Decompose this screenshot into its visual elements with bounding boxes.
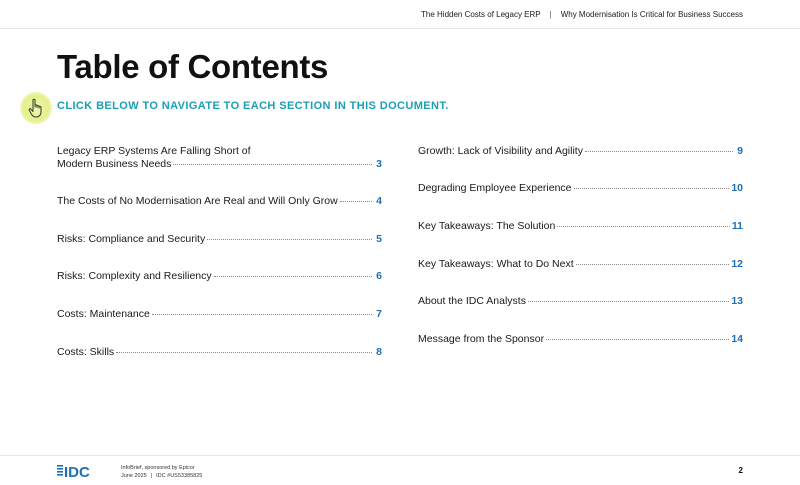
header-text bbox=[421, 10, 743, 19]
toc-entry-risks-compliance[interactable] bbox=[57, 233, 382, 245]
toc-entry-label: Growth: Lack of Visibility and Agility bbox=[418, 145, 583, 157]
footer-info bbox=[121, 464, 202, 480]
toc-entry-employee-experience[interactable] bbox=[418, 182, 743, 194]
idc-logo-text: IDC bbox=[64, 464, 90, 480]
page-title: Table of Contents bbox=[57, 48, 329, 85]
page-header bbox=[0, 0, 800, 29]
dot-leader bbox=[152, 314, 372, 315]
toc-page-number: 14 bbox=[731, 333, 743, 345]
dot-leader bbox=[528, 301, 729, 302]
pointer-hand-glyph bbox=[28, 98, 44, 118]
toc-entry-label: Risks: Complexity and Resiliency bbox=[57, 270, 212, 282]
dot-leader bbox=[557, 226, 730, 227]
toc-entry-costs-maintenance[interactable] bbox=[57, 308, 382, 320]
toc-page-number: 4 bbox=[376, 195, 382, 207]
dot-leader bbox=[214, 276, 372, 277]
toc-page-number: 10 bbox=[731, 182, 743, 194]
dot-leader bbox=[585, 151, 733, 152]
toc-entry-takeaways-next[interactable] bbox=[418, 258, 743, 270]
toc-page-number: 6 bbox=[376, 270, 382, 282]
toc-entry-label: Message from the Sponsor bbox=[418, 333, 545, 345]
toc-page-number: 13 bbox=[731, 295, 743, 307]
toc-entry-costs-no-modernisation[interactable] bbox=[57, 195, 382, 207]
page-number: 2 bbox=[738, 466, 743, 475]
header-doc-title: The Hidden Costs of Legacy ERP bbox=[421, 10, 541, 19]
page-footer bbox=[0, 455, 800, 485]
toc-page-number: 7 bbox=[376, 308, 382, 320]
toc-entry-label: Costs: Maintenance bbox=[57, 308, 150, 320]
toc-page-number: 9 bbox=[737, 145, 743, 157]
toc-entry-label: Key Takeaways: The Solution bbox=[418, 220, 556, 232]
toc-entry-idc-analysts[interactable] bbox=[418, 295, 743, 307]
footer-doc-id: IDC #US53385825 bbox=[156, 473, 203, 479]
toc-entry-label: Modern Business Needs bbox=[57, 158, 172, 170]
toc-entry-label: Key Takeaways: What to Do Next bbox=[418, 258, 574, 270]
toc-entry-label: About the IDC Analysts bbox=[418, 295, 526, 307]
footer-separator: | bbox=[150, 473, 153, 479]
dot-leader bbox=[340, 201, 372, 202]
footer-meta-line bbox=[121, 472, 202, 480]
footer-sponsor-line: InfoBrief, sponsored by Epicor bbox=[121, 465, 195, 471]
toc-entry-label: Risks: Compliance and Security bbox=[57, 233, 206, 245]
toc-entry-risks-complexity[interactable] bbox=[57, 270, 382, 282]
toc-entry-label: Degrading Employee Experience bbox=[418, 182, 572, 194]
toc-entry-sponsor-message[interactable] bbox=[418, 333, 743, 345]
toc-entry-label: The Costs of No Modernisation Are Real and Will Only Grow bbox=[57, 195, 338, 207]
dot-leader bbox=[574, 188, 730, 189]
toc-entry-costs-skills[interactable] bbox=[57, 346, 382, 358]
dot-leader bbox=[576, 264, 730, 265]
toc-entry-label-line1: Legacy ERP Systems Are Falling Short of bbox=[57, 145, 251, 157]
dot-leader bbox=[546, 339, 729, 340]
toc-page-number: 12 bbox=[731, 258, 743, 270]
toc-entry-growth[interactable] bbox=[418, 145, 743, 157]
header-doc-subtitle: Why Modernisation Is Critical for Business Success bbox=[560, 10, 743, 19]
toc-entry-label: Costs: Skills bbox=[57, 346, 115, 358]
dot-leader bbox=[173, 164, 372, 165]
idc-logo bbox=[57, 462, 109, 480]
toc-entry-takeaways-solution[interactable] bbox=[418, 220, 743, 232]
dot-leader bbox=[207, 239, 372, 240]
toc-page-number: 3 bbox=[376, 158, 382, 170]
pointer-hand-icon bbox=[20, 92, 52, 124]
navigation-instruction: CLICK BELOW TO NAVIGATE TO EACH SECTION IN THIS DOCUMENT. bbox=[57, 100, 449, 112]
dot-leader bbox=[116, 352, 372, 353]
header-separator: | bbox=[549, 10, 552, 19]
toc-page-number: 8 bbox=[376, 346, 382, 358]
toc-page-number: 11 bbox=[731, 220, 743, 232]
toc-page-number: 5 bbox=[376, 233, 382, 245]
toc-entry-legacy-erp[interactable] bbox=[57, 145, 382, 170]
footer-date: June 2025 bbox=[121, 473, 147, 479]
